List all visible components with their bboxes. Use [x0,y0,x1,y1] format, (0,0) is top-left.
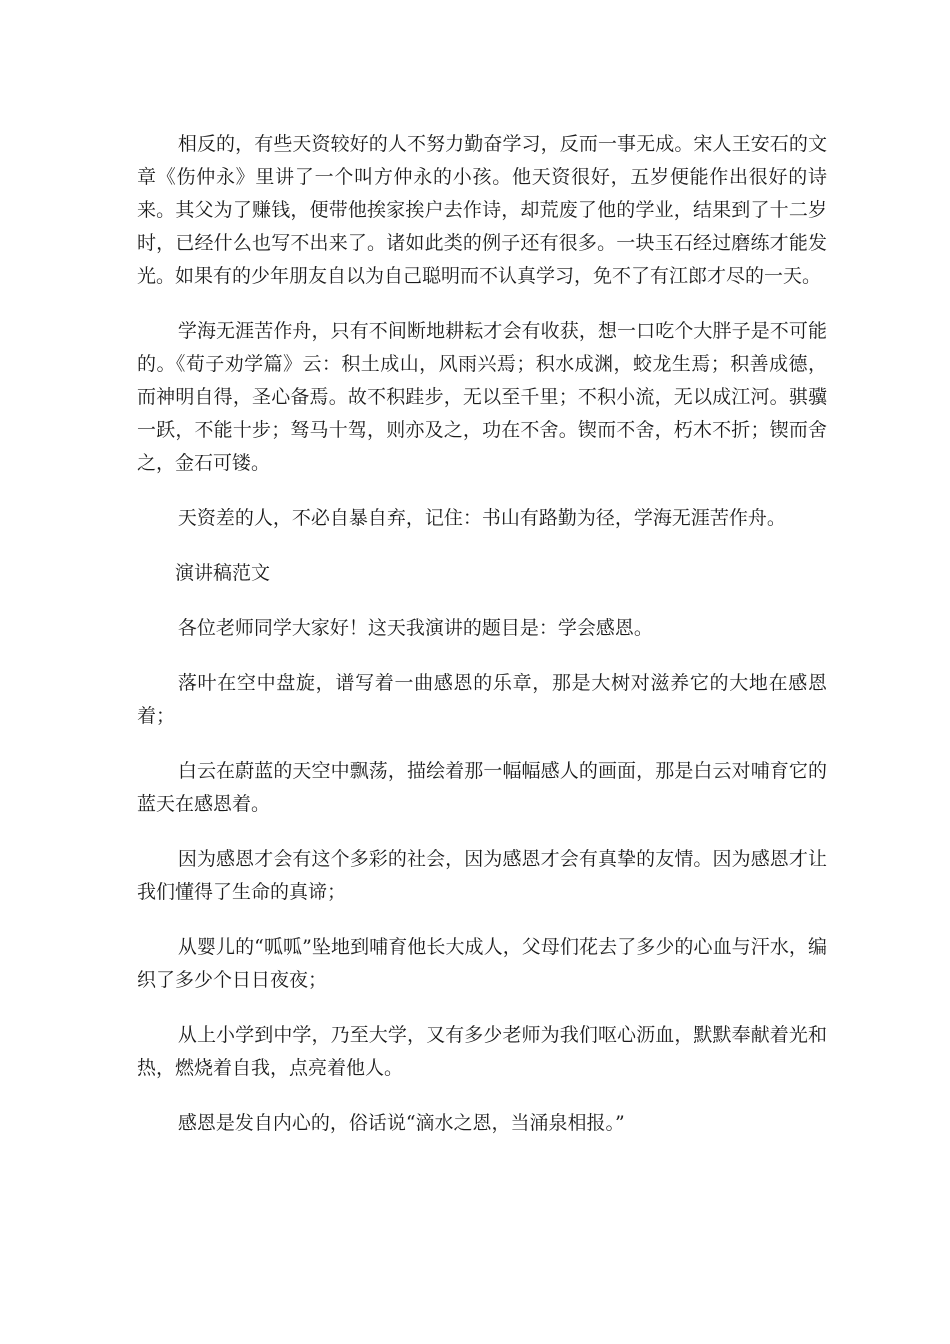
section-heading: 演讲稿范文 [175,562,271,584]
speech-paragraph: 从婴儿的“呱呱”坠地到哺育他长大成人，父母们花去了多少的心血与汗水，编织了多少个日日夜夜； [137,936,827,991]
paragraph: 学海无涯苦作舟，只有不间断地耕耘才会有收获，想一口吃个大胖子是不可能的。《荀子劝学篇》云：积土成山，风雨兴焉；积水成渊，蛟龙生焉；积善成德，而神明自得，圣心备焉。故不积跬步，无以至千里；不积小流，无以成江河。骐骥一跃，不能十步；驽马十驾，则亦及之，功在不舍。锲而不舍，朽木不折；锲而舍之，金石可镂。 [137,320,827,474]
speech-paragraph: 各位老师同学大家好！这天我演讲的题目是：学会感恩。 [177,617,653,639]
speech-paragraph: 感恩是发自内心的，俗话说“滴水之恩，当涌泉相报。” [177,1112,625,1134]
speech-paragraph: 从上小学到中学，乃至大学，又有多少老师为我们呕心沥血，默默奉献着光和热，燃烧着自我，点亮着他人。 [137,1024,827,1079]
speech-paragraph: 白云在蔚蓝的天空中飘荡，描绘着那一幅幅感人的画面，那是白云对哺育它的蓝天在感恩着。 [137,760,827,815]
document-body [137,128,827,1162]
paragraph: 天资差的人，不必自暴自弃，记住：书山有路勤为径，学海无涯苦作舟。 [177,507,786,529]
paragraph: 相反的，有些天资较好的人不努力勤奋学习，反而一事无成。宋人王安石的文章《伤仲永》里讲了一个叫方仲永的小孩。他天资很好，五岁便能作出很好的诗来。其父为了赚钱，便带他挨家挨户去作诗，却荒废了他的学业，结果到了十二岁时，已经什么也写不出来了。诸如此类的例子还有很多。一块玉石经过磨练才能发光。如果有的少年朋友自以为自己聪明而不认真学习，免不了有江郎才尽的一天。 [137,133,827,287]
speech-paragraph: 因为感恩才会有这个多彩的社会，因为感恩才会有真挚的友情。因为感恩才让我们懂得了生命的真谛； [137,848,827,903]
speech-paragraph: 落叶在空中盘旋，谱写着一曲感恩的乐章，那是大树对滋养它的大地在感恩着； [137,672,827,727]
